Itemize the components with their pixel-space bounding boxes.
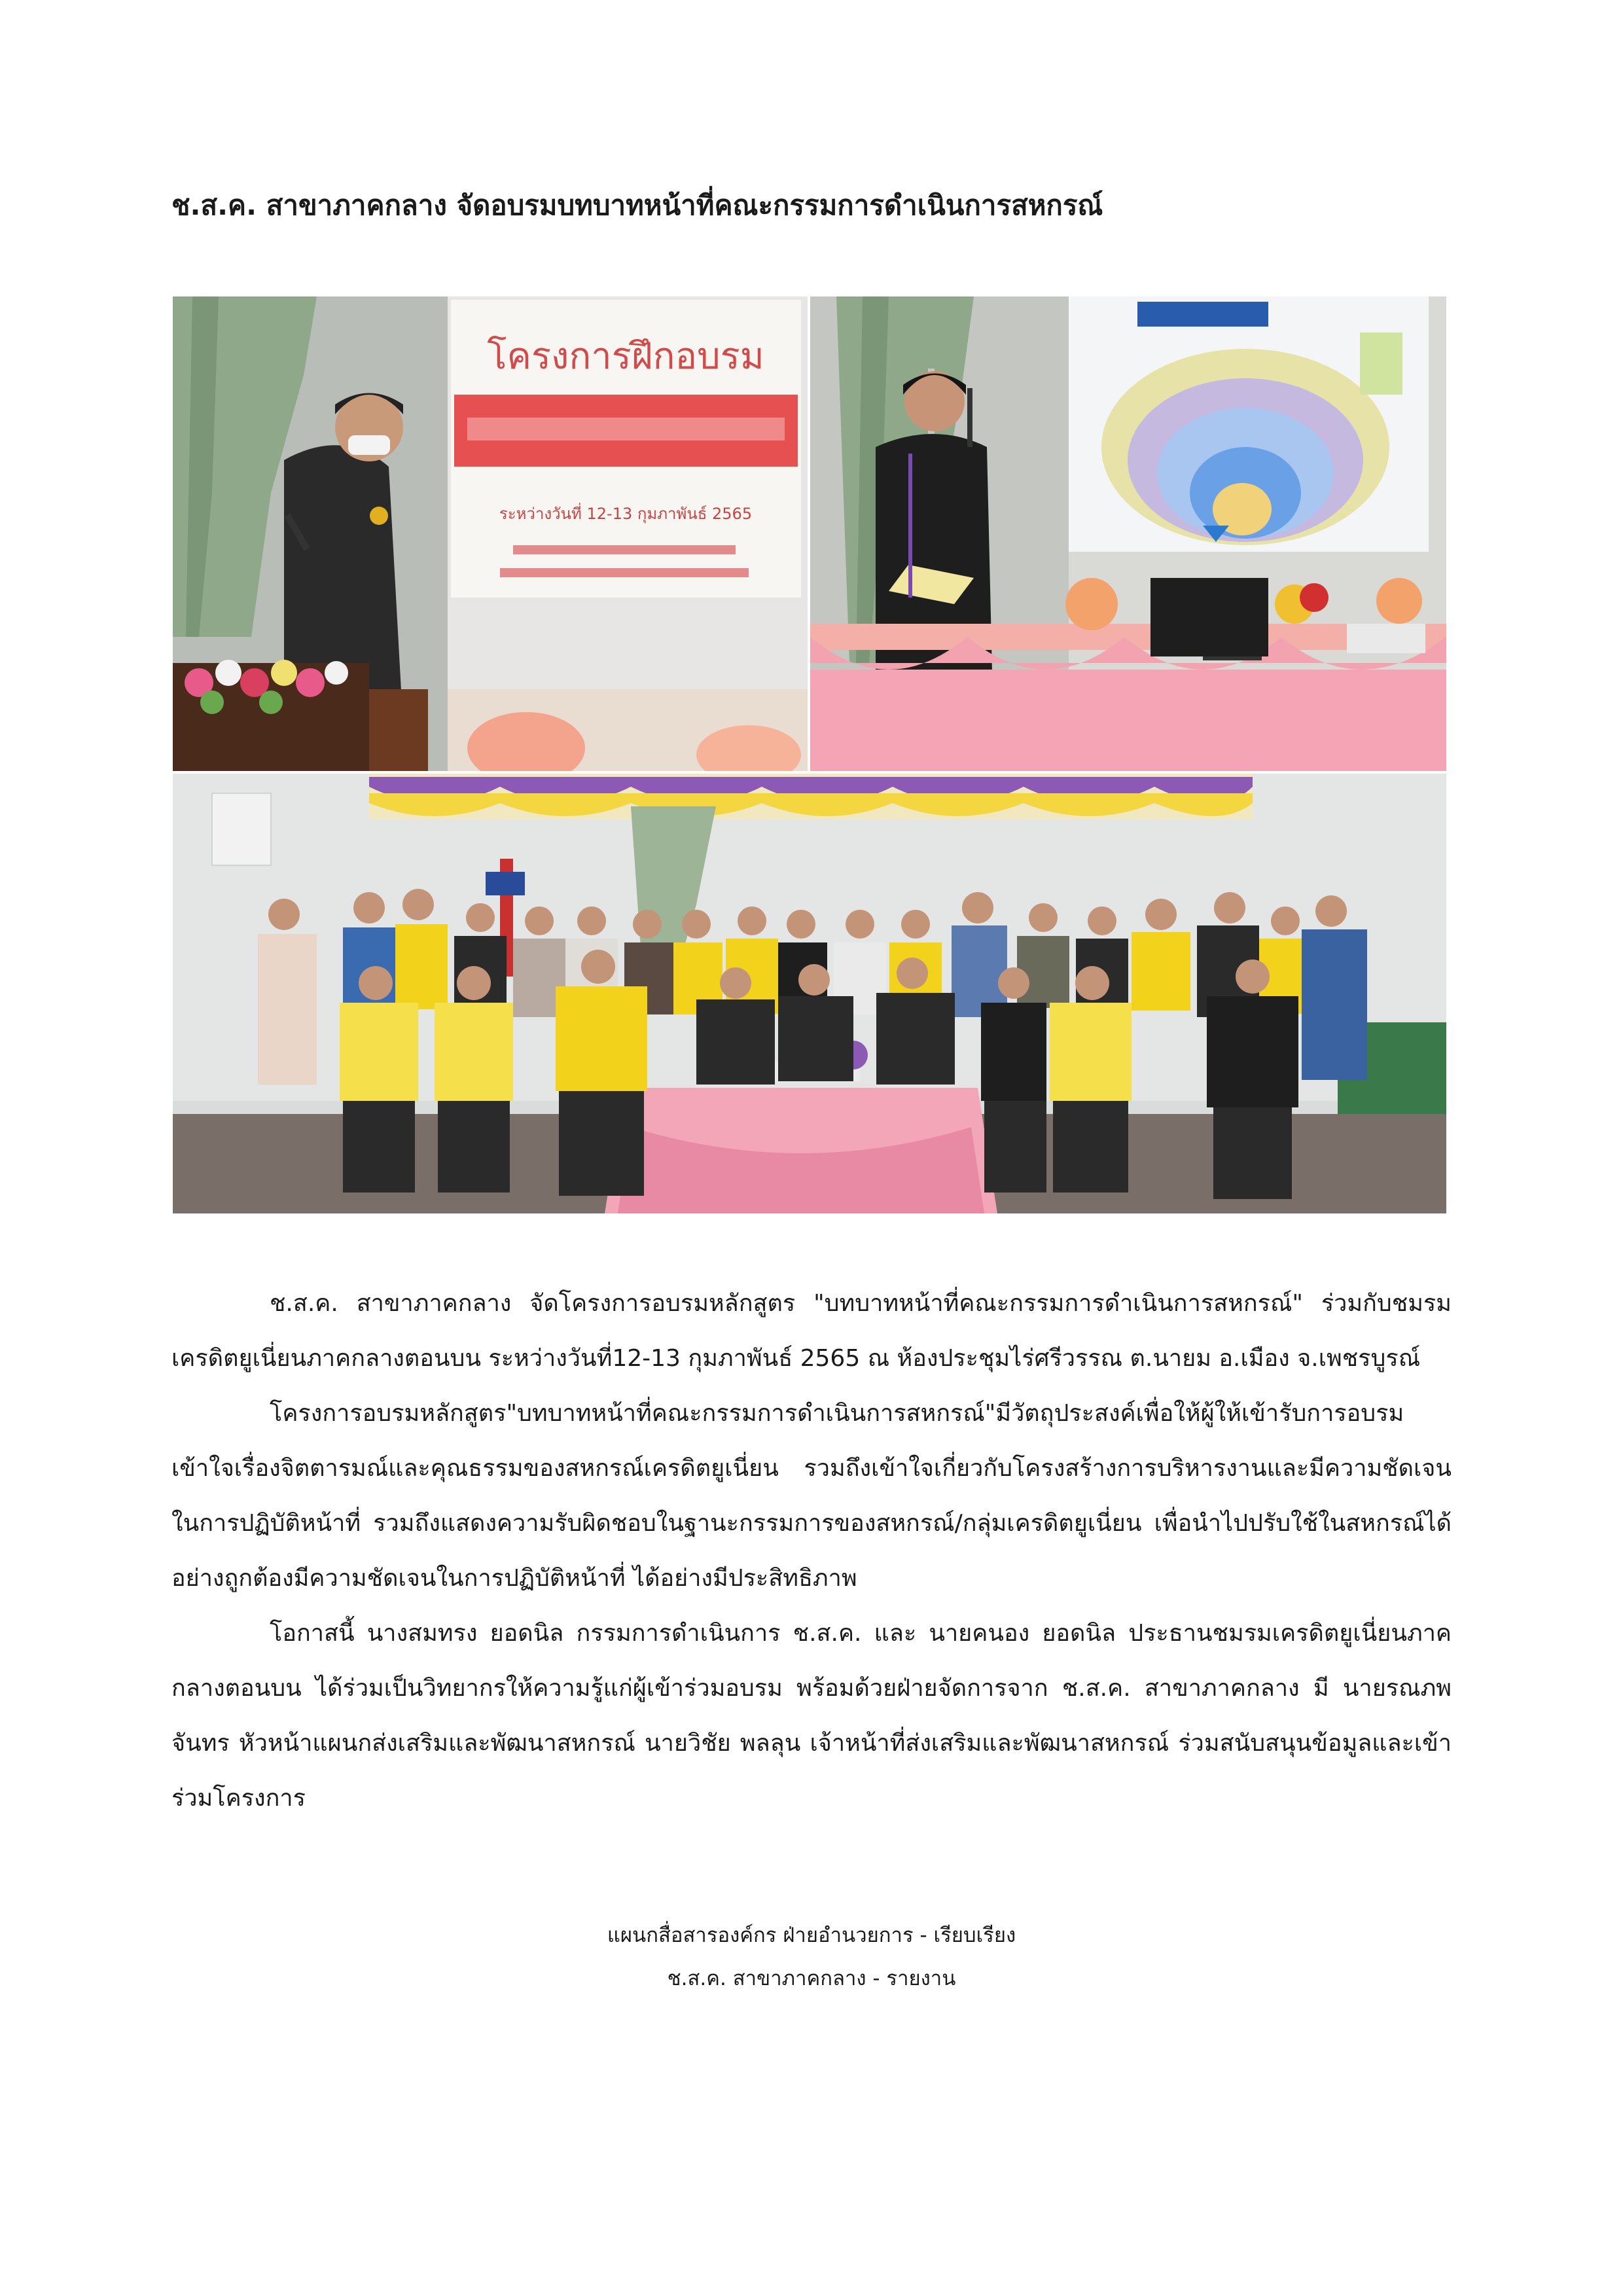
photo-female-speaker-slide bbox=[810, 296, 1446, 771]
photo-male-speaker-podium bbox=[173, 296, 808, 771]
paragraph-2: โครงการอบรมหลักสูตร"บทบาทหน้าที่คณะกรรมการดำเนินการสหกรณ์"มีวัตถุประสงค์เพื่อให้ผู้ให้เข้ารับการอบรม เข้าใจเรื่องจิตตารมณ์และคุณธรรมของสหกรณ์เครดิตยูเนี่ยน รวมถึงเข้าใจเกี่ยวกับโครงสร้างการบริหารงานและมีความชัดเจนในการปฏิบัติหน้าที่ รวมถึงแสดงความรับผิดชอบในฐานะกรรมการของสหกรณ์/กลุ่มเครดิตยูเนี่ยน เพื่อนำไปปรับใช้ในสหกรณ์ได้อย่างถูกต้องมีความชัดเจนในการปฏิบัติหน้าที่ ได้อย่างมีประสิทธิภาพ bbox=[171, 1400, 1452, 1592]
article-headline: ช.ส.ค. สาขาภาคกลาง จัดอบรมบทบาทหน้าที่คณะกรรมการดำเนินการสหกรณ์ bbox=[171, 189, 1103, 221]
slide-date: ระหว่างวันที่ 12-13 กุมภาพันธ์ 2565 bbox=[499, 505, 753, 523]
photo-group-participants bbox=[173, 774, 1446, 1213]
paragraph-3: โอกาสนี้ นางสมทรง ยอดนิล กรรมการดำเนินการ ช.ส.ค. และ นายคนอง ยอดนิล ประธานชมรมเครดิตยูเนี่ยนภาคกลางตอนบน ได้ร่วมเป็นวิทยากรให้ความรู้แก่ผู้เข้าร่วมอบรม พร้อมด้วยฝ่ายจัดการจาก ช.ส.ค. สาขาภาคกลาง มี นายรณภพ จันทร หัวหน้าแผนกส่งเสริมและพัฒนาสหกรณ์ นายวิชัย พลลุน เจ้าหน้าที่ส่งเสริมและพัฒนาสหกรณ์ ร่วมสนับสนุนข้อมูลและเข้าร่วมโครงการ bbox=[171, 1620, 1452, 1812]
slide-heading: โครงการฝึกอบรม bbox=[487, 335, 764, 378]
footer-editor-credit: แผนกสื่อสารองค์กร ฝ่ายอำนวยการ - เรียบเรียง bbox=[607, 1924, 1016, 1947]
footer-reporter-credit: ช.ส.ค. สาขาภาคกลาง - รายงาน bbox=[667, 1967, 956, 1990]
paragraph-1: ช.ส.ค. สาขาภาคกลาง จัดโครงการอบรมหลักสูตร "บทบาทหน้าที่คณะกรรมการดำเนินการสหกรณ์" ร่วมกับชมรมเครดิตยูเนี่ยนภาคกลางตอนบน ระหว่างวันที่12-13 กุมภาพันธ์ 2565 ณ ห้องประชุมไร่ศรีวรรณ ต.นายม อ.เมือง จ.เพชรบูรณ์ bbox=[171, 1290, 1452, 1372]
article-body bbox=[171, 1276, 1452, 1826]
